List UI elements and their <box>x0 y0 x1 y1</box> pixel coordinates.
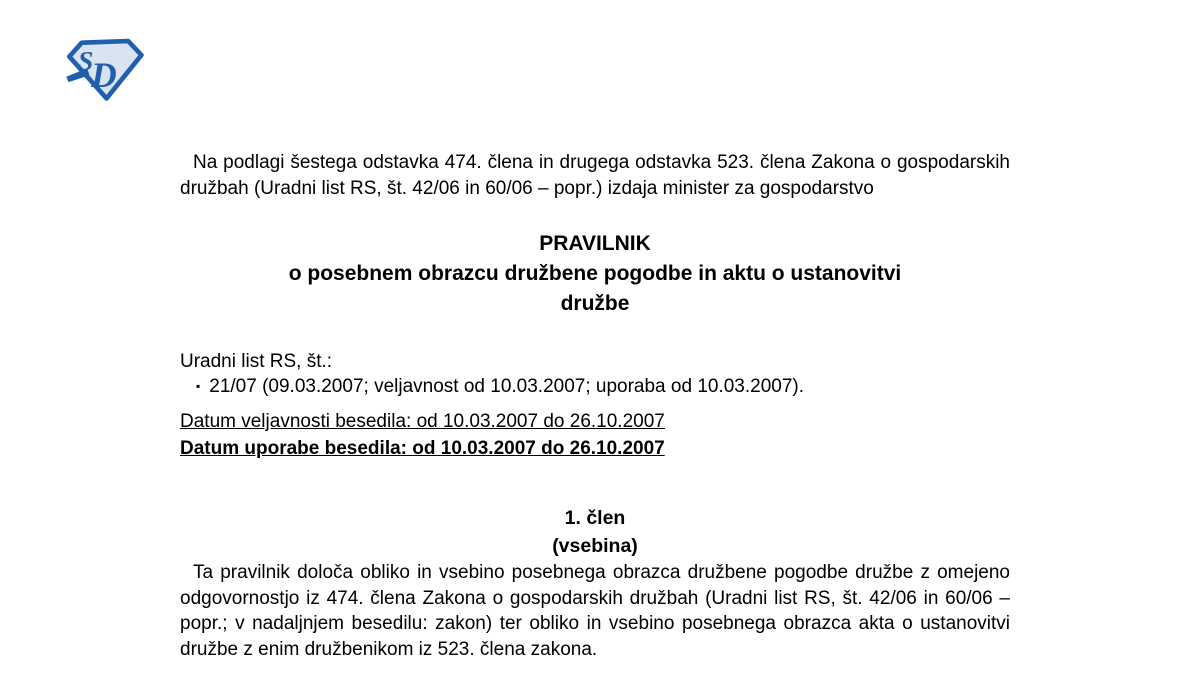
validity-section <box>180 408 1010 462</box>
official-gazette-section <box>180 349 1010 399</box>
application-date-line: Datum uporabe besedila: od 10.03.2007 do 26.10.2007 <box>180 438 665 459</box>
sd-logo-graphic <box>66 38 144 100</box>
logo-letter-s: S <box>77 45 94 77</box>
validity-date-line: Datum veljavnosti besedila: od 10.03.2007 do 26.10.2007 <box>180 411 665 432</box>
official-gazette-item <box>180 374 1010 399</box>
intro-paragraph: Na podlagi šestega odstavka 474. člena in drugega odstavka 523. člena Zakona o gospodarskih družbah (Uradni list RS, št. 42/06 in 60/06 – popr.) izdaja minister za gospodarstvo <box>180 152 1010 199</box>
title-line-3: družbe <box>560 292 630 315</box>
title-line-1: PRAVILNIK <box>539 232 651 255</box>
sd-diamond-logo <box>66 38 144 100</box>
official-gazette-label: Uradni list RS, št.: <box>180 351 333 372</box>
article-body-paragraph: Ta pravilnik določa obliko in vsebino posebnega obrazca družbene pogodbe družbe z omejeno odgovornostjo iz 474. člena Zakona o gospodarskih družbah (Uradni list RS, št. 42/06 in 60/06 – popr.; v nadaljnjem besedilu: zakon) ter obliko in vsebino posebnega obrazca akta o ustanovitvi družbe z enim družbenikom iz 523. člena zakona. <box>180 562 1010 660</box>
article-heading <box>180 504 1010 560</box>
bullet-square-icon: ▪ <box>196 379 201 393</box>
article-subtitle: (vsebina) <box>552 535 638 557</box>
official-gazette-item-text: 21/07 (09.03.2007; veljavnost od 10.03.2007; uporaba od 10.03.2007). <box>209 376 805 397</box>
document-content <box>180 150 1010 662</box>
logo-letter-d: D <box>91 54 117 95</box>
article-number: 1. člen <box>564 507 626 529</box>
document-title <box>180 229 1010 319</box>
title-line-2: o posebnem obrazcu družbene pogodbe in aktu o ustanovitvi <box>288 262 902 285</box>
